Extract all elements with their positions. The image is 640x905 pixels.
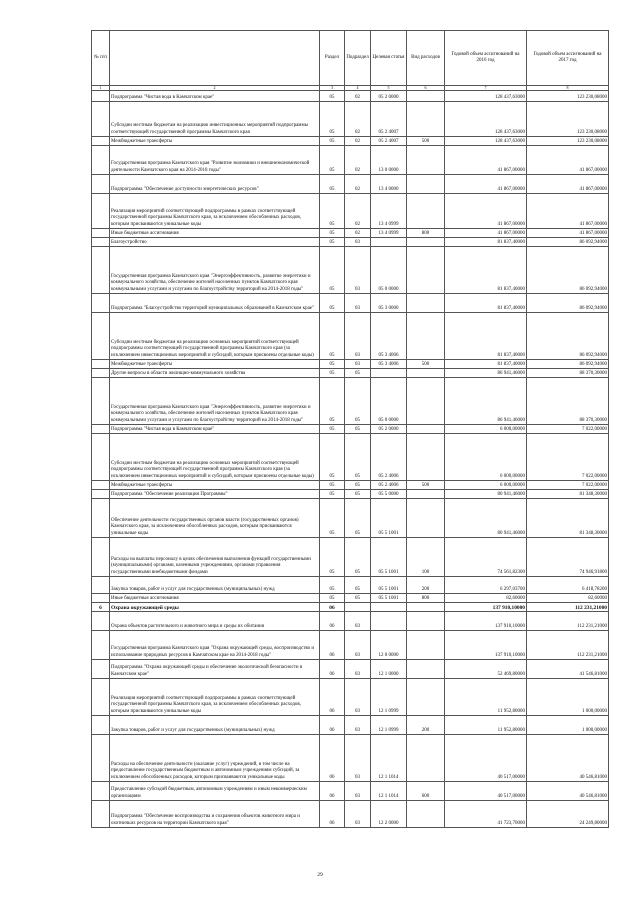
row-amount-2016: 81 837,40000	[445, 294, 527, 313]
row-amount-2016: 41 867,00000	[445, 175, 527, 194]
row-amount-2017: 41 546,81000	[527, 660, 609, 679]
row-amount-2017: 41 867,00000	[527, 175, 609, 194]
row-subsection: 02	[345, 194, 371, 229]
table-row	[92, 631, 609, 660]
column-number: 2	[110, 86, 320, 91]
row-number	[92, 137, 110, 146]
row-name: Государственная программа Камчатского края "Энергоэффективность, развитие энергетики и коммунального хозяйства, обеспечение жителей населенных пунктов Камчатского края коммунальными услугами и услугами по благоустройству территорий на 2014-2018 годы"	[110, 247, 320, 294]
row-name: Закупка товаров, работ и услуг для государственных (муниципальных) нужд	[110, 716, 320, 735]
row-section: 06	[320, 782, 345, 801]
row-number	[92, 102, 110, 137]
row-amount-2016: 82,60000	[445, 594, 527, 603]
row-subsection: 05	[345, 538, 371, 577]
row-section: 05	[320, 247, 345, 294]
row-section: 05	[320, 313, 345, 360]
row-expense-type	[407, 194, 445, 229]
row-number	[92, 175, 110, 194]
table-row	[92, 801, 609, 828]
table-body	[92, 91, 609, 828]
row-amount-2017: 74 946,91800	[527, 538, 609, 577]
row-subsection: 05	[345, 577, 371, 594]
row-expense-type	[407, 425, 445, 434]
row-amount-2016: 41 867,00000	[445, 229, 527, 238]
row-name: Другие вопросы в области жилищно-коммунального хозяйства	[110, 369, 320, 378]
row-amount-2016: 137 910,10000	[445, 631, 527, 660]
row-target: 13 0 0000	[371, 146, 407, 175]
table-row	[92, 137, 609, 146]
table-row	[92, 481, 609, 490]
row-section: 05	[320, 137, 345, 146]
row-subsection: 02	[345, 175, 371, 194]
row-expense-type: 200	[407, 716, 445, 735]
row-number	[92, 716, 110, 735]
row-section: 05	[320, 577, 345, 594]
row-subsection: 03	[345, 782, 371, 801]
row-amount-2016: 128 437,63000	[445, 137, 527, 146]
row-expense-type	[407, 369, 445, 378]
row-number	[92, 577, 110, 594]
row-expense-type	[407, 499, 445, 538]
row-number	[92, 146, 110, 175]
row-section: 06	[320, 612, 345, 631]
row-target: 13 4 0999	[371, 194, 407, 229]
row-amount-2016: 40 517,00000	[445, 782, 527, 801]
row-subsection: 03	[345, 631, 371, 660]
row-section: 06	[320, 631, 345, 660]
header-target: Целевая статья	[371, 31, 407, 86]
row-target: 12 1 1014	[371, 735, 407, 782]
table-row	[92, 194, 609, 229]
row-name: Межбюджетные трансферты	[110, 360, 320, 369]
table-row	[92, 679, 609, 716]
row-section: 05	[320, 175, 345, 194]
table-row	[92, 175, 609, 194]
table-row	[92, 490, 609, 499]
row-amount-2016: 81 837,40000	[445, 360, 527, 369]
row-target: 05 5 1001	[371, 538, 407, 577]
row-section: 05	[320, 229, 345, 238]
row-section: 05	[320, 378, 345, 425]
row-target: 12 2 0000	[371, 801, 407, 828]
row-amount-2017: 40 546,81000	[527, 782, 609, 801]
row-target	[371, 369, 407, 378]
row-name: Предоставление субсидий бюджетным, автономным учреждениям и иным некоммерческим организациям	[110, 782, 320, 801]
row-name: Иные бюджетные ассигнования	[110, 594, 320, 603]
table-row	[92, 91, 609, 102]
row-name: Расходы на обеспечение деятельности (оказание услуг) учреждений, в том числе на предоставление государственным бюджетным и автономным учреждениям субсидий, за исключением обособленных расходов, которым присваиваются уникальные коды	[110, 735, 320, 782]
row-name: Подпрограмма "Охрана окружающей среды и обеспечение экологической безопасности в Камчатском крае"	[110, 660, 320, 679]
row-number	[92, 369, 110, 378]
row-number	[92, 194, 110, 229]
row-subsection: 05	[345, 434, 371, 481]
table-header-row	[92, 31, 609, 86]
budget-table	[91, 30, 609, 828]
row-section: 05	[320, 434, 345, 481]
row-amount-2017: 81 348,30000	[527, 490, 609, 499]
row-expense-type	[407, 378, 445, 425]
row-expense-type: 500	[407, 137, 445, 146]
table-row	[92, 735, 609, 782]
row-amount-2017: 112 231,21000	[527, 603, 609, 612]
row-expense-type	[407, 313, 445, 360]
table-row	[92, 538, 609, 577]
row-amount-2016: 81 837,40000	[445, 238, 527, 247]
row-amount-2017: 86 092,94000	[527, 360, 609, 369]
row-amount-2016: 86 941,46000	[445, 369, 527, 378]
row-amount-2017: 112 231,21000	[527, 631, 609, 660]
row-target: 05 2 4007	[371, 102, 407, 137]
row-section: 05	[320, 146, 345, 175]
row-name: Подпрограмма "Чистая вода в Камчатском крае"	[110, 91, 320, 102]
row-subsection: 03	[345, 247, 371, 294]
row-amount-2016: 74 561,82300	[445, 538, 527, 577]
row-subsection: 03	[345, 801, 371, 828]
table-row	[92, 360, 609, 369]
row-target: 05 5 0000	[371, 490, 407, 499]
header-amount-2017: Годовой объем ассигнований на 2017 год	[527, 31, 609, 86]
row-section: 05	[320, 594, 345, 603]
row-amount-2017: 86 092,94000	[527, 238, 609, 247]
row-target: 05 3 0000	[371, 294, 407, 313]
row-section: 05	[320, 499, 345, 538]
row-expense-type: 500	[407, 481, 445, 490]
row-subsection: 03	[345, 313, 371, 360]
row-section: 05	[320, 294, 345, 313]
row-name: Государственная программа Камчатского края "Охрана окружающей среды, воспроизводство и использование природных ресурсов в Камчатском крае на 2014-2018 годы"	[110, 631, 320, 660]
row-target	[371, 612, 407, 631]
row-number	[92, 801, 110, 828]
row-expense-type	[407, 735, 445, 782]
row-expense-type	[407, 801, 445, 828]
table-row	[92, 660, 609, 679]
row-number	[92, 631, 110, 660]
table-row	[92, 577, 609, 594]
row-amount-2017: 1 000,00000	[527, 679, 609, 716]
row-expense-type	[407, 294, 445, 313]
row-expense-type	[407, 631, 445, 660]
row-number	[92, 313, 110, 360]
row-amount-2016: 81 837,40000	[445, 247, 527, 294]
row-target: 12 0 0000	[371, 631, 407, 660]
row-amount-2016: 80 941,46000	[445, 499, 527, 538]
table-row	[92, 782, 609, 801]
row-subsection: 05	[345, 378, 371, 425]
row-expense-type	[407, 490, 445, 499]
column-number: 8	[527, 86, 609, 91]
column-number: 1	[92, 86, 110, 91]
row-name: Субсидии местным бюджетам на реализацию инвестиционных мероприятий подпрограммы соответствующей государственной программы Камчатского края	[110, 102, 320, 137]
row-amount-2017: 86 092,94000	[527, 247, 609, 294]
row-expense-type	[407, 102, 445, 137]
row-amount-2016: 137 910,10000	[445, 603, 527, 612]
row-amount-2017: 123 230,08000	[527, 102, 609, 137]
row-target	[371, 238, 407, 247]
row-expense-type	[407, 146, 445, 175]
row-name: Благоустройство	[110, 238, 320, 247]
row-name: Иные бюджетные ассигнования	[110, 229, 320, 238]
row-name: Охрана объектов растительного и животного мира и среды их обитания	[110, 612, 320, 631]
row-amount-2016: 40 517,00000	[445, 735, 527, 782]
table-row	[92, 313, 609, 360]
row-name: Подпрограмма "Благоустройство территорий муниципальных образований в Камчатском крае"	[110, 294, 320, 313]
row-number	[92, 490, 110, 499]
header-amount-2016: Годовой объем ассигнований на 2016 год	[445, 31, 527, 86]
table-row	[92, 378, 609, 425]
row-target: 12 1 0000	[371, 660, 407, 679]
row-expense-type	[407, 175, 445, 194]
row-name: Межбюджетные трансферты	[110, 481, 320, 490]
header-expense-type: Вид расходов	[407, 31, 445, 86]
row-subsection: 02	[345, 146, 371, 175]
table-row	[92, 247, 609, 294]
row-target: 05 2 0000	[371, 425, 407, 434]
row-amount-2017: 86 092,94000	[527, 294, 609, 313]
row-section: 05	[320, 481, 345, 490]
header-name	[110, 31, 320, 86]
row-amount-2016: 11 952,80000	[445, 716, 527, 735]
row-name: Подпрограмма "Обеспечение доступности энергетических ресурсов"	[110, 175, 320, 194]
row-number	[92, 594, 110, 603]
page-number: 29	[317, 872, 323, 878]
row-amount-2016: 41 723,70000	[445, 801, 527, 828]
row-amount-2017: 41 867,00000	[527, 146, 609, 175]
row-expense-type: 800	[407, 229, 445, 238]
row-amount-2017: 88 370,30000	[527, 378, 609, 425]
table-row	[92, 294, 609, 313]
table-row	[92, 499, 609, 538]
row-number	[92, 294, 110, 313]
row-section: 05	[320, 102, 345, 137]
row-number	[92, 612, 110, 631]
row-amount-2016: 80 941,46000	[445, 490, 527, 499]
row-number	[92, 360, 110, 369]
row-subsection: 05	[345, 425, 371, 434]
row-name: Подпрограмма "Обеспечение воспроизводства и сохранения объектов животного мира и охотничьих ресурсов на территории Камчатского края"	[110, 801, 320, 828]
row-subsection: 05	[345, 481, 371, 490]
row-section: 06	[320, 801, 345, 828]
row-name: Охрана окружающей среды	[110, 603, 320, 612]
row-amount-2017: 6 418,78200	[527, 577, 609, 594]
row-amount-2016: 6 000,00000	[445, 425, 527, 434]
table-row	[92, 434, 609, 481]
table-row	[92, 425, 609, 434]
table-row	[92, 238, 609, 247]
row-subsection: 03	[345, 294, 371, 313]
row-target: 12 1 1014	[371, 782, 407, 801]
row-target: 05 3 4006	[371, 360, 407, 369]
row-target: 05 2 0000	[371, 91, 407, 102]
row-amount-2017: 112 231,21000	[527, 612, 609, 631]
row-subsection: 03	[345, 360, 371, 369]
row-amount-2016: 86 941,46000	[445, 378, 527, 425]
row-amount-2016: 52 469,80000	[445, 660, 527, 679]
row-expense-type: 500	[407, 360, 445, 369]
row-subsection: 05	[345, 499, 371, 538]
row-amount-2017: 1 000,00000	[527, 716, 609, 735]
row-name: Закупка товаров, работ и услуг для государственных (муниципальных) нужд	[110, 577, 320, 594]
row-subsection: 02	[345, 137, 371, 146]
row-name: Субсидии местным бюджетам на реализацию основных мероприятий соответствующей подпрограммы соответствующей государственной программы Камчатского края (за исключением инвестиционных мероприятий и субсидий, которым присвоены отдельные коды)	[110, 434, 320, 481]
row-subsection: 03	[345, 660, 371, 679]
row-expense-type	[407, 247, 445, 294]
row-target: 05 3 4006	[371, 313, 407, 360]
row-target: 05 0 0000	[371, 247, 407, 294]
row-name: Подпрограмма "Обеспечение реализации Программы"	[110, 490, 320, 499]
row-amount-2016: 6 297,03700	[445, 577, 527, 594]
row-name: Расходы на выплаты персоналу в целях обеспечения выполнения функций государственными (муниципальными) органами, казенными учреждениями, органами управления государственными внебюджетными фондами	[110, 538, 320, 577]
row-amount-2016: 128 437,63000	[445, 102, 527, 137]
row-amount-2017: 7 022,00000	[527, 434, 609, 481]
row-number	[92, 735, 110, 782]
row-name: Подпрограмма "Чистая вода в Камчатском крае"	[110, 425, 320, 434]
row-section: 05	[320, 538, 345, 577]
row-section: 06	[320, 603, 345, 612]
row-target: 05 2 4006	[371, 434, 407, 481]
row-target: 12 1 0999	[371, 679, 407, 716]
row-subsection: 03	[345, 716, 371, 735]
column-number: 6	[407, 86, 445, 91]
row-section: 05	[320, 425, 345, 434]
column-number: 7	[445, 86, 527, 91]
row-amount-2016: 81 837,40000	[445, 313, 527, 360]
table-row	[92, 612, 609, 631]
row-amount-2017: 123 230,08000	[527, 91, 609, 102]
row-subsection: 03	[345, 735, 371, 782]
row-section: 06	[320, 679, 345, 716]
row-number	[92, 499, 110, 538]
row-number	[92, 91, 110, 102]
row-amount-2017: 82,60000	[527, 594, 609, 603]
row-name: Реализация мероприятий соответствующей подпрограммы в рамках соответствующей государственной программы Камчатского края, за исключением обособленных расходов, которым присваиваются уникальные коды	[110, 679, 320, 716]
row-expense-type	[407, 679, 445, 716]
row-expense-type	[407, 238, 445, 247]
row-number: 6	[92, 603, 110, 612]
row-target: 05 5 1001	[371, 594, 407, 603]
row-number	[92, 425, 110, 434]
row-amount-2016: 41 867,00000	[445, 194, 527, 229]
column-number: 3	[320, 86, 345, 91]
table-row	[92, 369, 609, 378]
table-row	[92, 102, 609, 137]
header-subsection: Подраздел	[345, 31, 371, 86]
table-row	[92, 229, 609, 238]
row-amount-2016: 6 000,00000	[445, 434, 527, 481]
row-target: 12 1 0999	[371, 716, 407, 735]
row-expense-type: 600	[407, 782, 445, 801]
row-section: 05	[320, 238, 345, 247]
row-expense-type: 800	[407, 594, 445, 603]
row-name: Государственная программа Камчатского края "Развитие экономики и внешнеэкономической деятельности Камчатского края на 2014-2018 годы"	[110, 146, 320, 175]
row-amount-2017: 24 249,80000	[527, 801, 609, 828]
row-section: 05	[320, 194, 345, 229]
row-target: 05 2 4007	[371, 137, 407, 146]
row-subsection: 03	[345, 679, 371, 716]
row-number	[92, 378, 110, 425]
row-number	[92, 247, 110, 294]
row-amount-2016: 137 910,10000	[445, 612, 527, 631]
column-number: 4	[345, 86, 371, 91]
row-section: 05	[320, 490, 345, 499]
row-section: 05	[320, 369, 345, 378]
row-subsection: 03	[345, 238, 371, 247]
table-row	[92, 146, 609, 175]
row-name: Обеспечение деятельности государственных органов власти (государственных органов) Камчатского края, за исключением обособленных расходов, которым присваиваются уникальные коды	[110, 499, 320, 538]
row-expense-type	[407, 91, 445, 102]
table-row	[92, 603, 609, 612]
row-name: Межбюджетные трансферты	[110, 137, 320, 146]
row-name: Государственная программа Камчатского края "Энергоэффективность, развитие энергетики и коммунального хозяйства, обеспечение жителей населенных пунктов Камчатского края коммунальными услугами и услугами по благоустройству территорий на 2014-2018 годы"	[110, 378, 320, 425]
row-amount-2017: 88 370,30000	[527, 369, 609, 378]
row-expense-type	[407, 660, 445, 679]
row-subsection: 02	[345, 102, 371, 137]
row-amount-2017: 86 092,94000	[527, 313, 609, 360]
row-number	[92, 481, 110, 490]
row-amount-2016: 6 000,00000	[445, 481, 527, 490]
row-expense-type: 100	[407, 538, 445, 577]
row-number	[92, 679, 110, 716]
row-subsection: 05	[345, 490, 371, 499]
row-section: 06	[320, 660, 345, 679]
row-subsection: 02	[345, 91, 371, 102]
row-target: 05 5 1001	[371, 499, 407, 538]
row-amount-2017: 123 230,08000	[527, 137, 609, 146]
row-expense-type	[407, 612, 445, 631]
row-section: 05	[320, 360, 345, 369]
row-subsection: 05	[345, 594, 371, 603]
row-name: Субсидии местным бюджетам на реализацию основных мероприятий соответствующей подпрограммы соответствующей государственной программы Камчатского края (за исключением инвестиционных мероприятий и субсидий, которым присвоены отдельные коды)	[110, 313, 320, 360]
row-number	[92, 229, 110, 238]
row-amount-2017: 7 022,00000	[527, 481, 609, 490]
row-amount-2016: 11 952,80000	[445, 679, 527, 716]
row-amount-2017: 41 867,00000	[527, 194, 609, 229]
row-number	[92, 238, 110, 247]
row-amount-2017: 40 546,81000	[527, 735, 609, 782]
row-target: 05 5 1001	[371, 577, 407, 594]
row-number	[92, 434, 110, 481]
row-target	[371, 603, 407, 612]
row-subsection: 02	[345, 229, 371, 238]
row-amount-2017: 81 348,30000	[527, 499, 609, 538]
row-section: 06	[320, 716, 345, 735]
row-section: 05	[320, 91, 345, 102]
row-section: 06	[320, 735, 345, 782]
row-target: 13 4 0000	[371, 175, 407, 194]
row-amount-2017: 41 867,00000	[527, 229, 609, 238]
row-name: Реализация мероприятий соответствующей подпрограммы в рамках соответствующей государственной программы Камчатского края, за исключением обособленных расходов, которым присваиваются уникальные коды	[110, 194, 320, 229]
row-target: 05 0 0000	[371, 378, 407, 425]
header-section: Раздел	[320, 31, 345, 86]
table-row	[92, 594, 609, 603]
row-expense-type: 200	[407, 577, 445, 594]
row-number	[92, 660, 110, 679]
row-target: 13 4 0999	[371, 229, 407, 238]
header-num: № п/п	[92, 31, 110, 86]
row-amount-2016: 128 437,63000	[445, 91, 527, 102]
row-expense-type	[407, 434, 445, 481]
row-subsection: 05	[345, 369, 371, 378]
row-number	[92, 538, 110, 577]
row-subsection	[345, 603, 371, 612]
row-subsection: 03	[345, 612, 371, 631]
row-amount-2017: 7 022,00000	[527, 425, 609, 434]
row-number	[92, 782, 110, 801]
column-number: 5	[371, 86, 407, 91]
row-amount-2016: 41 867,00000	[445, 146, 527, 175]
row-expense-type	[407, 603, 445, 612]
table-row	[92, 716, 609, 735]
row-target: 05 2 4006	[371, 481, 407, 490]
